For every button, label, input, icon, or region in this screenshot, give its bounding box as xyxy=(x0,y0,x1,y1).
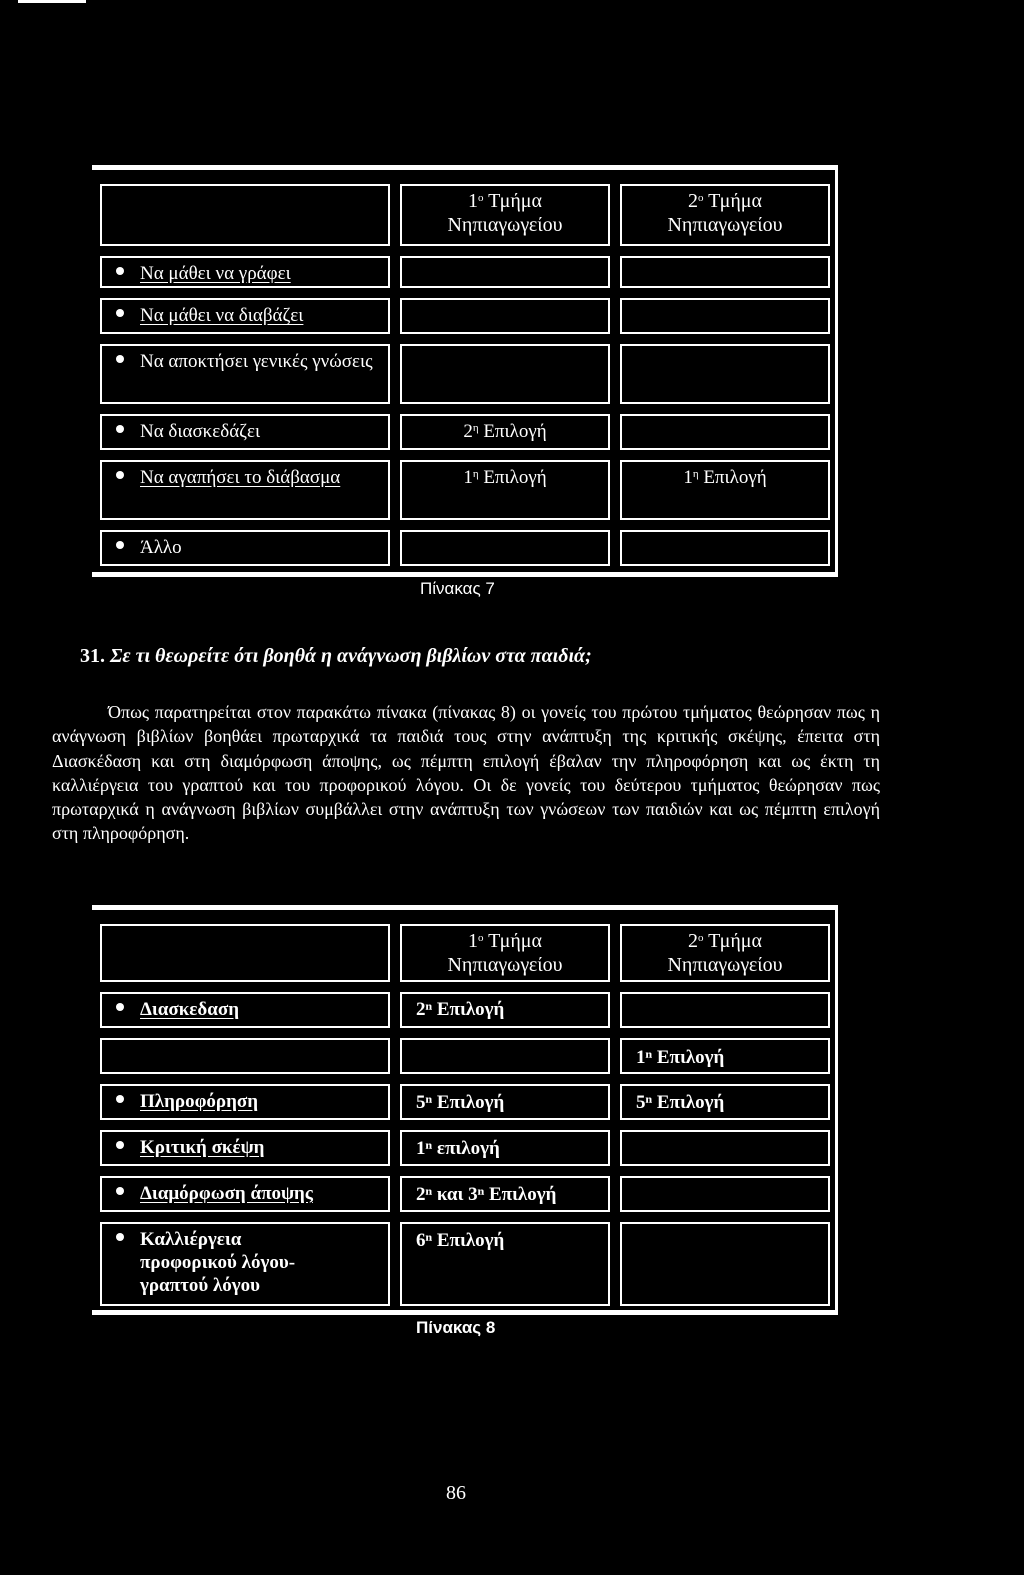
table7-row-label: Να διασκεδάζει xyxy=(100,414,390,450)
table8-cell xyxy=(400,1038,610,1074)
bullet-icon xyxy=(116,309,124,317)
table8-cell xyxy=(620,1176,830,1212)
table8-header-col1: $1^o$ Τμήμα Νηπιαγωγείου xyxy=(400,924,610,982)
table7-cell: $1^\eta$ Επιλογή xyxy=(620,460,830,520)
table8-row-label: Διαμόρφωση άποψης xyxy=(100,1176,390,1212)
table8-caption: Πίνακας 8 xyxy=(416,1318,496,1337)
table7-caption: Πίνακας 7 xyxy=(420,579,495,598)
table8-cell: 5ⁿ Επιλογή xyxy=(620,1084,830,1120)
table7-row-label: Να μάθει να γράφει xyxy=(100,256,390,288)
bullet-icon xyxy=(116,541,124,549)
table8-cell: 2ⁿ Επιλογή xyxy=(400,992,610,1028)
table7-cell xyxy=(400,256,610,288)
bullet-icon xyxy=(116,1233,124,1241)
table7-row-label: Να αποκτήσει γενικές γνώσεις xyxy=(100,344,390,404)
table7-cell: $2^\eta$ Επιλογή xyxy=(400,414,610,450)
table8-header-empty xyxy=(100,924,390,982)
table7-cell xyxy=(620,344,830,404)
table8-row-label: Διασκεδαση xyxy=(100,992,390,1028)
table7-cell xyxy=(620,530,830,566)
table7-row-label: Να αγαπήσει το διάβασμα xyxy=(100,460,390,520)
bullet-icon xyxy=(116,1187,124,1195)
table8-cell: 2ⁿ και 3ⁿ Επιλογή xyxy=(400,1176,610,1212)
table8-cell: 5ⁿ Επιλογή xyxy=(400,1084,610,1120)
table-8 xyxy=(92,905,838,1315)
table7-row-label: Άλλο xyxy=(100,530,390,566)
table8-cell xyxy=(620,992,830,1028)
table8-cell: 1ⁿ επιλογή xyxy=(400,1130,610,1166)
table7-cell xyxy=(400,298,610,334)
question-31: 31. Σε τι θεωρείτε ότι βοηθά η ανάγνωση βιβλίων στα παιδιά; xyxy=(80,645,592,667)
bullet-icon xyxy=(116,1141,124,1149)
bullet-icon xyxy=(116,1003,124,1011)
table7-cell xyxy=(400,344,610,404)
bullet-icon xyxy=(116,355,124,363)
table7-row-label: Να μάθει να διαβάζει xyxy=(100,298,390,334)
table7-cell xyxy=(400,530,610,566)
body-paragraph: Όπως παρατηρείται στον παρακάτω πίνακα (πίνακας 8) οι γονείς του πρώτου τμήματος θεώρησαν πως η ανάγνωση βιβλίων βοηθάει πρωταρχικά τα παιδιά τους στην ανάπτυξη της κριτικής σκέψης, έπειτα στη Διασκέδαση και στη διαμόρφωση άποψης, ως πέμπτη επιλογή έβαλαν την πληροφόρηση και ως έκτη τη καλλιέργεια του γραπτού και του προφορικού λόγου. Οι δε γονείς του δεύτερου τμήματος θεώρησαν πως πρωταρχικά η ανάγνωση βιβλίων συμβάλλει στην ανάπτυξη των γνώσεων των παιδιών και ως πέμπτη επιλογή στη πληροφόρηση. xyxy=(52,702,880,844)
table7-cell xyxy=(620,414,830,450)
bullet-icon xyxy=(116,425,124,433)
table8-cell xyxy=(620,1222,830,1306)
table8-row-label: Κριτική σκέψη xyxy=(100,1130,390,1166)
table7-header-col1: $1^o$ Τμήμα Νηπιαγωγείου xyxy=(400,184,610,246)
page-number: 86 xyxy=(446,1482,466,1504)
bullet-icon xyxy=(116,471,124,479)
table7-header-empty xyxy=(100,184,390,246)
table8-header-col2: $2^o$ Τμήμα Νηπιαγωγείου xyxy=(620,924,830,982)
bullet-icon xyxy=(116,267,124,275)
table8-cell xyxy=(620,1130,830,1166)
table7-header-col2: $2^o$ Τμήμα Νηπιαγωγείου xyxy=(620,184,830,246)
table7-cell xyxy=(620,256,830,288)
table8-cell: 1ⁿ Επιλογή xyxy=(620,1038,830,1074)
top-rule xyxy=(18,0,86,3)
table8-cell: 6ⁿ Επιλογή xyxy=(400,1222,610,1306)
bullet-icon xyxy=(116,1095,124,1103)
table8-row-label: Καλλιέργεια προφορικού λόγου- γραπτού λόγου xyxy=(100,1222,390,1306)
table-7 xyxy=(92,165,838,577)
table8-row-label xyxy=(100,1038,390,1074)
table8-row-label: Πληροφόρηση xyxy=(100,1084,390,1120)
table7-cell xyxy=(620,298,830,334)
table7-cell: $1^\eta$ Επιλογή xyxy=(400,460,610,520)
